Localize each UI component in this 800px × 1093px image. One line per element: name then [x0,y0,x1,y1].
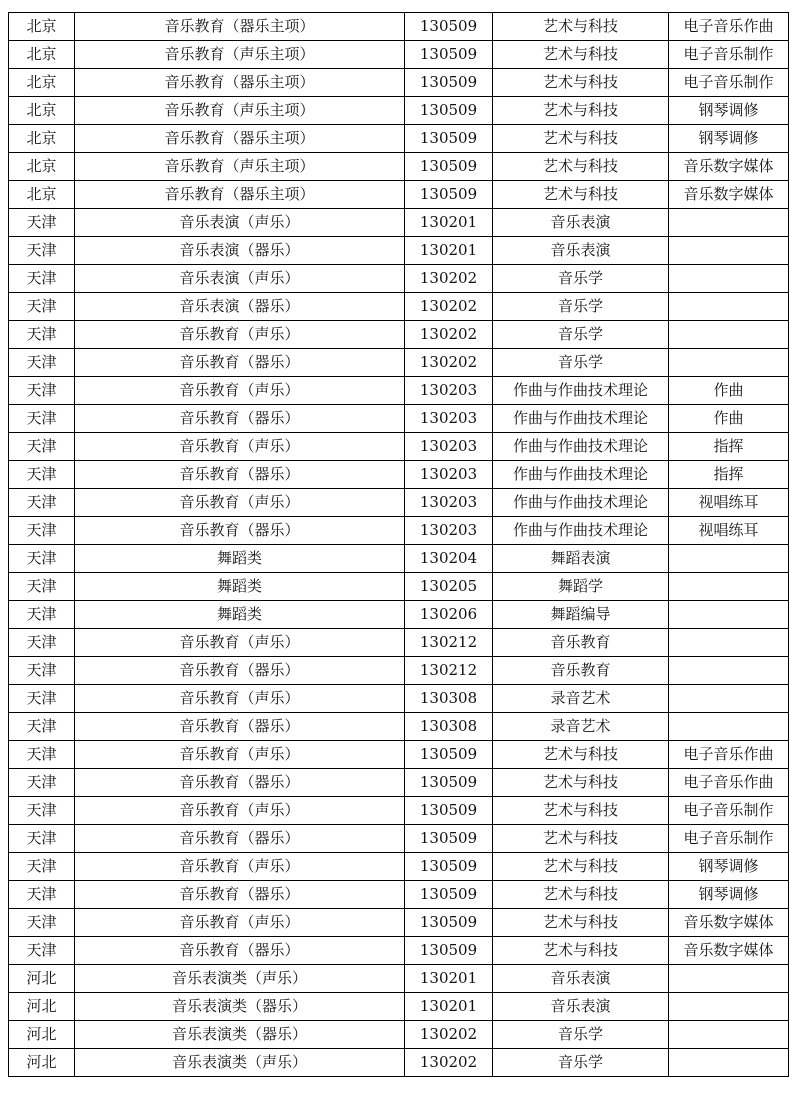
major-name-cell: 音乐学 [493,349,669,377]
major-code-cell: 130203 [405,517,493,545]
table-row [9,909,789,937]
direction-cell: 电子音乐作曲 [669,741,789,769]
category-cell: 音乐教育（器乐） [75,461,405,489]
major-name-cell: 艺术与科技 [493,69,669,97]
direction-cell [669,685,789,713]
major-code-cell: 130205 [405,573,493,601]
major-name-cell: 音乐学 [493,1021,669,1049]
major-name-cell: 舞蹈编导 [493,601,669,629]
direction-cell: 钢琴调修 [669,853,789,881]
province-cell: 天津 [9,517,75,545]
major-code-cell: 130202 [405,349,493,377]
major-name-cell: 录音艺术 [493,685,669,713]
category-cell: 音乐教育（器乐） [75,405,405,433]
table-row [9,1021,789,1049]
table-row [9,349,789,377]
category-cell: 音乐教育（器乐主项） [75,181,405,209]
direction-cell: 电子音乐作曲 [669,13,789,41]
table-row [9,601,789,629]
direction-cell [669,545,789,573]
major-name-cell: 艺术与科技 [493,741,669,769]
table-row [9,237,789,265]
table-row [9,993,789,1021]
direction-cell [669,657,789,685]
major-code-cell: 130509 [405,69,493,97]
province-cell: 天津 [9,237,75,265]
major-code-cell: 130509 [405,13,493,41]
table-row [9,97,789,125]
major-code-cell: 130509 [405,125,493,153]
major-name-cell: 艺术与科技 [493,937,669,965]
major-name-cell: 艺术与科技 [493,881,669,909]
province-cell: 天津 [9,377,75,405]
direction-cell [669,1049,789,1077]
province-cell: 天津 [9,713,75,741]
major-name-cell: 音乐学 [493,321,669,349]
major-name-cell: 艺术与科技 [493,769,669,797]
province-cell: 天津 [9,489,75,517]
direction-cell [669,349,789,377]
major-code-cell: 130509 [405,769,493,797]
table-row [9,461,789,489]
major-code-cell: 130308 [405,713,493,741]
category-cell: 音乐教育（器乐） [75,881,405,909]
major-name-cell: 艺术与科技 [493,125,669,153]
major-code-cell: 130202 [405,1049,493,1077]
province-cell: 天津 [9,685,75,713]
major-code-cell: 130509 [405,41,493,69]
table-row [9,13,789,41]
major-name-cell: 录音艺术 [493,713,669,741]
direction-cell [669,629,789,657]
major-name-cell: 音乐表演 [493,993,669,1021]
major-name-cell: 音乐教育 [493,629,669,657]
major-code-cell: 130509 [405,937,493,965]
major-code-cell: 130509 [405,153,493,181]
province-cell: 天津 [9,937,75,965]
major-code-cell: 130509 [405,797,493,825]
direction-cell: 音乐数字媒体 [669,937,789,965]
table-row [9,321,789,349]
major-code-cell: 130201 [405,209,493,237]
major-code-cell: 130203 [405,433,493,461]
table-row [9,741,789,769]
province-cell: 天津 [9,405,75,433]
major-code-cell: 130212 [405,657,493,685]
province-cell: 天津 [9,293,75,321]
table-row [9,853,789,881]
category-cell: 音乐教育（器乐） [75,349,405,377]
category-cell: 舞蹈类 [75,573,405,601]
direction-cell [669,993,789,1021]
major-name-cell: 艺术与科技 [493,97,669,125]
major-name-cell: 音乐学 [493,265,669,293]
major-code-cell: 130202 [405,265,493,293]
category-cell: 音乐表演（声乐） [75,209,405,237]
direction-cell: 作曲 [669,405,789,433]
enrollment-table [8,12,789,1077]
direction-cell: 电子音乐作曲 [669,769,789,797]
table-row [9,825,789,853]
major-code-cell: 130509 [405,97,493,125]
table-row [9,1049,789,1077]
major-name-cell: 音乐学 [493,1049,669,1077]
category-cell: 音乐教育（器乐主项） [75,125,405,153]
major-name-cell: 艺术与科技 [493,41,669,69]
table-row [9,125,789,153]
table-row [9,769,789,797]
major-code-cell: 130202 [405,1021,493,1049]
table-row [9,209,789,237]
major-name-cell: 作曲与作曲技术理论 [493,433,669,461]
table-row [9,181,789,209]
major-name-cell: 艺术与科技 [493,181,669,209]
major-code-cell: 130202 [405,293,493,321]
category-cell: 音乐教育（声乐） [75,797,405,825]
table-row [9,545,789,573]
major-name-cell: 艺术与科技 [493,153,669,181]
category-cell: 音乐教育（器乐） [75,937,405,965]
major-code-cell: 130201 [405,237,493,265]
category-cell: 音乐教育（声乐主项） [75,41,405,69]
province-cell: 天津 [9,797,75,825]
category-cell: 音乐教育（器乐） [75,657,405,685]
category-cell: 音乐教育（声乐主项） [75,153,405,181]
table-row [9,489,789,517]
direction-cell: 指挥 [669,433,789,461]
major-name-cell: 艺术与科技 [493,853,669,881]
province-cell: 北京 [9,153,75,181]
direction-cell [669,237,789,265]
category-cell: 音乐教育（声乐） [75,853,405,881]
direction-cell: 视唱练耳 [669,489,789,517]
category-cell: 音乐教育（声乐） [75,909,405,937]
province-cell: 北京 [9,125,75,153]
major-name-cell: 音乐表演 [493,237,669,265]
category-cell: 音乐教育（声乐） [75,377,405,405]
province-cell: 河北 [9,1021,75,1049]
major-code-cell: 130212 [405,629,493,657]
category-cell: 音乐教育（器乐） [75,769,405,797]
province-cell: 天津 [9,657,75,685]
province-cell: 河北 [9,1049,75,1077]
table-row [9,265,789,293]
category-cell: 音乐教育（声乐） [75,433,405,461]
direction-cell [669,1021,789,1049]
table-row [9,629,789,657]
province-cell: 北京 [9,13,75,41]
category-cell: 音乐教育（声乐） [75,685,405,713]
table-row [9,293,789,321]
direction-cell: 音乐数字媒体 [669,153,789,181]
province-cell: 天津 [9,853,75,881]
major-name-cell: 艺术与科技 [493,825,669,853]
major-code-cell: 130204 [405,545,493,573]
province-cell: 北京 [9,181,75,209]
direction-cell [669,209,789,237]
major-name-cell: 舞蹈表演 [493,545,669,573]
province-cell: 天津 [9,321,75,349]
table-body [9,13,789,1077]
category-cell: 音乐教育（声乐） [75,489,405,517]
major-name-cell: 音乐表演 [493,209,669,237]
table-row [9,377,789,405]
category-cell: 音乐表演类（器乐） [75,1021,405,1049]
direction-cell: 钢琴调修 [669,97,789,125]
major-code-cell: 130509 [405,881,493,909]
province-cell: 北京 [9,97,75,125]
major-name-cell: 艺术与科技 [493,797,669,825]
major-name-cell: 音乐学 [493,293,669,321]
table-row [9,713,789,741]
direction-cell: 电子音乐制作 [669,797,789,825]
province-cell: 天津 [9,769,75,797]
major-name-cell: 作曲与作曲技术理论 [493,517,669,545]
major-code-cell: 130206 [405,601,493,629]
table-row [9,517,789,545]
major-code-cell: 130509 [405,825,493,853]
major-name-cell: 作曲与作曲技术理论 [493,377,669,405]
direction-cell: 指挥 [669,461,789,489]
direction-cell: 作曲 [669,377,789,405]
province-cell: 天津 [9,349,75,377]
province-cell: 天津 [9,741,75,769]
table-row [9,965,789,993]
category-cell: 音乐教育（器乐主项） [75,13,405,41]
category-cell: 舞蹈类 [75,545,405,573]
category-cell: 音乐教育（器乐） [75,713,405,741]
table-row [9,41,789,69]
major-code-cell: 130201 [405,965,493,993]
category-cell: 音乐教育（声乐） [75,629,405,657]
major-code-cell: 130202 [405,321,493,349]
category-cell: 音乐教育（声乐） [75,321,405,349]
province-cell: 天津 [9,825,75,853]
category-cell: 音乐表演类（声乐） [75,965,405,993]
table-row [9,881,789,909]
major-name-cell: 艺术与科技 [493,13,669,41]
direction-cell: 音乐数字媒体 [669,909,789,937]
province-cell: 河北 [9,993,75,1021]
direction-cell [669,293,789,321]
table-row [9,405,789,433]
major-code-cell: 130509 [405,909,493,937]
major-name-cell: 作曲与作曲技术理论 [493,461,669,489]
province-cell: 天津 [9,601,75,629]
province-cell: 天津 [9,881,75,909]
table-row [9,937,789,965]
major-name-cell: 音乐表演 [493,965,669,993]
category-cell: 音乐教育（声乐） [75,741,405,769]
major-code-cell: 130201 [405,993,493,1021]
direction-cell [669,713,789,741]
province-cell: 河北 [9,965,75,993]
province-cell: 北京 [9,69,75,97]
direction-cell [669,965,789,993]
table-row [9,797,789,825]
category-cell: 音乐表演类（器乐） [75,993,405,1021]
direction-cell: 钢琴调修 [669,125,789,153]
category-cell: 音乐表演（器乐） [75,237,405,265]
major-name-cell: 作曲与作曲技术理论 [493,489,669,517]
major-code-cell: 130203 [405,377,493,405]
category-cell: 音乐表演（声乐） [75,265,405,293]
major-code-cell: 130509 [405,741,493,769]
major-code-cell: 130509 [405,853,493,881]
major-code-cell: 130308 [405,685,493,713]
category-cell: 音乐教育（器乐主项） [75,69,405,97]
major-code-cell: 130509 [405,181,493,209]
major-code-cell: 130203 [405,489,493,517]
major-code-cell: 130203 [405,405,493,433]
province-cell: 北京 [9,41,75,69]
direction-cell: 电子音乐制作 [669,825,789,853]
direction-cell: 电子音乐制作 [669,69,789,97]
province-cell: 天津 [9,265,75,293]
table-row [9,69,789,97]
direction-cell [669,573,789,601]
table-row [9,685,789,713]
direction-cell [669,265,789,293]
province-cell: 天津 [9,545,75,573]
category-cell: 音乐表演类（声乐） [75,1049,405,1077]
direction-cell [669,321,789,349]
province-cell: 天津 [9,629,75,657]
province-cell: 天津 [9,573,75,601]
category-cell: 音乐教育（器乐） [75,825,405,853]
category-cell: 音乐表演（器乐） [75,293,405,321]
major-name-cell: 艺术与科技 [493,909,669,937]
major-name-cell: 音乐教育 [493,657,669,685]
major-name-cell: 作曲与作曲技术理论 [493,405,669,433]
province-cell: 天津 [9,433,75,461]
direction-cell: 钢琴调修 [669,881,789,909]
category-cell: 舞蹈类 [75,601,405,629]
province-cell: 天津 [9,461,75,489]
direction-cell: 电子音乐制作 [669,41,789,69]
major-code-cell: 130203 [405,461,493,489]
table-row [9,153,789,181]
category-cell: 音乐教育（声乐主项） [75,97,405,125]
table-row [9,573,789,601]
direction-cell [669,601,789,629]
direction-cell: 音乐数字媒体 [669,181,789,209]
province-cell: 天津 [9,209,75,237]
province-cell: 天津 [9,909,75,937]
table-row [9,433,789,461]
direction-cell: 视唱练耳 [669,517,789,545]
table-row [9,657,789,685]
major-name-cell: 舞蹈学 [493,573,669,601]
category-cell: 音乐教育（器乐） [75,517,405,545]
